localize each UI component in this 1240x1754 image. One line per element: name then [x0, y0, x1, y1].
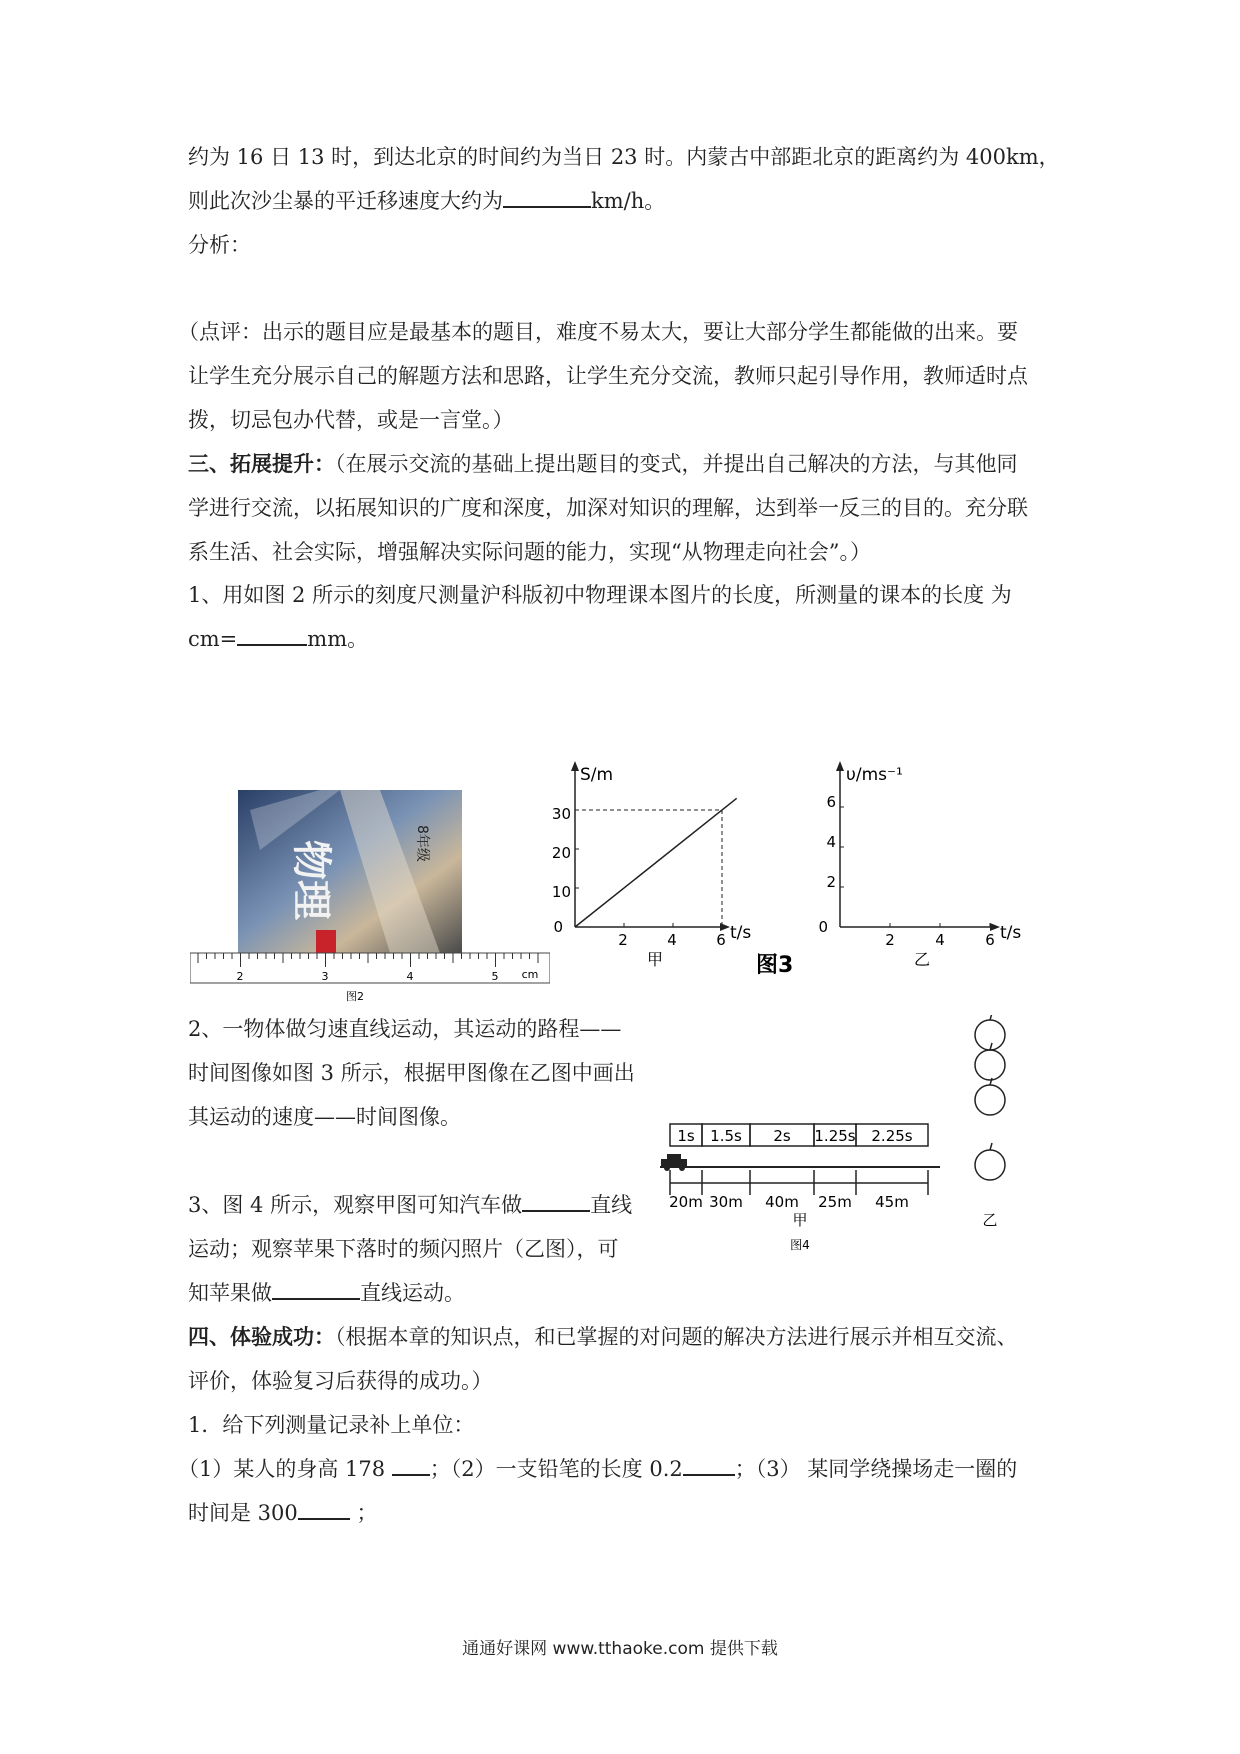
figure-3 [538, 755, 1058, 985]
distance-label: 40m [765, 1193, 799, 1211]
text-span: 直线 [590, 1193, 633, 1217]
question-3-line [188, 1278, 465, 1308]
text-span: ；（2）一支铅笔的长度 0.2 [429, 1457, 683, 1481]
text-span: （在展示交流的基础上提出题目的变式，并提出自己解决的方法，与其他同 [335, 452, 1018, 476]
answer-blank[interactable] [522, 1190, 590, 1212]
x-tick-label: 6 [985, 931, 995, 949]
origin-label: 0 [818, 918, 828, 936]
text-span: 知苹果做 [188, 1281, 272, 1305]
book-and-ruler-graphic [190, 790, 550, 1020]
analysis-label: 分析： [188, 233, 251, 257]
ruler-label: 5 [491, 970, 499, 983]
comment-line: （点评：出示的题目应是最基本的题目，难度不易太大，要让大部分学生都能做的出来。要 [178, 320, 1018, 344]
car-icon [661, 1154, 687, 1171]
y-tick-label: 10 [551, 883, 571, 901]
distance-label: 25m [818, 1193, 852, 1211]
comment-line: 让学生充分展示自己的解题方法和思路，让学生充分交流，教师只起引导作用，教师适时点 [188, 364, 1028, 388]
question-1-line [188, 624, 368, 654]
text-line: 评价，体验复习后获得的成功。） [188, 1369, 493, 1393]
y-tick-label: 2 [826, 873, 836, 891]
x-tick-label: 4 [935, 931, 945, 949]
exercise-line [188, 1498, 377, 1528]
series-line [575, 798, 737, 927]
text-line [188, 186, 665, 216]
section-3-line [188, 449, 1018, 479]
text-span: cm= [188, 627, 238, 651]
time-label: 2.25s [871, 1127, 913, 1145]
figure-4 [655, 1015, 1025, 1255]
ruler-unit: cm [521, 968, 539, 981]
question-3-line [188, 1190, 632, 1220]
text-span: 时间是 300 [188, 1501, 298, 1525]
text-line: 学进行交流，以拓展知识的广度和深度，加深对知识的理解，达到举一反三的目的。充分联 [188, 496, 1028, 520]
book-grade: 8年级 [414, 825, 430, 862]
figure-4-graphic [655, 1015, 1025, 1255]
graph-yi [818, 761, 1021, 969]
text-span: 直线运动。 [360, 1281, 465, 1305]
y-tick-label: 20 [551, 844, 571, 862]
text-line: 约为 16 日 13 时，到达北京的时间约为当日 23 时。内蒙古中部距北京的距离约为 400km， [188, 145, 1060, 169]
x-tick-label: 2 [618, 931, 628, 949]
figure-caption: 图2 [346, 990, 364, 1003]
ruler-label: 2 [236, 970, 244, 983]
distance-label: 30m [709, 1193, 743, 1211]
text-span: 3、图 4 所示，观察甲图可知汽车做 [188, 1193, 523, 1217]
apple-icon [975, 1020, 1005, 1050]
answer-blank[interactable] [392, 1454, 430, 1476]
text-span: ； [349, 1501, 378, 1525]
section-heading: 三、拓展提升： [188, 451, 335, 476]
graph-sub-label: 甲 [646, 950, 664, 969]
distance-markers [670, 1170, 928, 1195]
question-3-line: 运动；观察苹果下落时的频闪照片（乙图），可 [188, 1237, 619, 1261]
distance-label: 20m [669, 1193, 703, 1211]
y-tick-label: 6 [826, 793, 836, 811]
time-boxes [670, 1124, 928, 1146]
answer-blank[interactable] [272, 1278, 360, 1300]
section-4-line [188, 1322, 1018, 1352]
y-tick-label: 30 [551, 805, 571, 823]
apple-icons [975, 1015, 1005, 1180]
text-span: mm。 [307, 627, 369, 651]
x-tick-label: 6 [716, 931, 726, 949]
text-span: （1）某人的身高 178 [178, 1457, 392, 1481]
y-tick-label: 4 [826, 833, 836, 851]
figure-caption: 图3 [756, 953, 794, 978]
text-span: km/h。 [591, 189, 666, 213]
origin-label: 0 [553, 918, 563, 936]
answer-blank[interactable] [237, 624, 307, 646]
time-label: 1.25s [814, 1127, 856, 1145]
x-tick-label: 2 [885, 931, 895, 949]
graph-sub-label: 乙 [913, 950, 931, 969]
y-axis-label: S/m [580, 765, 614, 785]
figure-caption: 图4 [790, 1238, 810, 1252]
answer-blank[interactable] [503, 186, 591, 208]
answer-blank[interactable] [298, 1498, 350, 1520]
text-span: （根据本章的知识点，和已掌握的对问题的解决方法进行展示并相互交流、 [335, 1325, 1018, 1349]
figure-sub-label: 甲 [792, 1211, 808, 1229]
time-label: 1s [677, 1127, 695, 1145]
question-2-line: 其运动的速度——时间图像。 [188, 1105, 461, 1129]
figure-3-graphs [538, 755, 1058, 985]
exercise-line [178, 1454, 1017, 1484]
x-axis-label: t/s [730, 923, 752, 943]
apple-icon [975, 1085, 1005, 1115]
section-heading: 四、体验成功： [188, 1324, 335, 1349]
time-label: 2s [773, 1127, 791, 1145]
apple-icon [975, 1150, 1005, 1180]
book-title: 物理 [288, 840, 334, 920]
text-span: 则此次沙尘暴的平迁移速度大约为 [188, 189, 503, 213]
page-footer: 通通好课网 www.tthaoke.com 提供下载 [462, 1639, 778, 1659]
book-red-block [316, 930, 336, 953]
time-label: 1.5s [710, 1127, 742, 1145]
question-1-line: 1、用如图 2 所示的刻度尺测量沪科版初中物理课本图片的长度，所测量的课本的长度 为 [188, 583, 1012, 607]
figure-sub-label: 乙 [982, 1211, 998, 1229]
graph-jia [552, 761, 751, 969]
text-span: ；（3） 某同学绕操场走一圈的 [734, 1457, 1018, 1481]
question-2-line: 时间图像如图 3 所示，根据甲图像在乙图中画出 [188, 1061, 635, 1085]
x-axis-label: t/s [1000, 923, 1022, 943]
exercise-title: 1．给下列测量记录补上单位： [188, 1413, 475, 1437]
ruler-label: 3 [321, 970, 329, 983]
figure-2 [190, 790, 550, 1020]
ruler-label: 4 [406, 970, 414, 983]
x-tick-label: 4 [667, 931, 677, 949]
comment-line: 拨，切忌包办代替，或是一言堂。） [188, 408, 514, 432]
answer-blank[interactable] [683, 1454, 735, 1476]
question-2-line: 2、一物体做匀速直线运动，其运动的路程—— [188, 1017, 622, 1041]
distance-label: 45m [875, 1193, 909, 1211]
y-axis-label: υ/ms⁻¹ [846, 765, 903, 785]
text-line: 系生活、社会实际，增强解决实际问题的能力，实现“从物理走向社会”。） [188, 540, 871, 564]
apple-icon [975, 1050, 1005, 1080]
